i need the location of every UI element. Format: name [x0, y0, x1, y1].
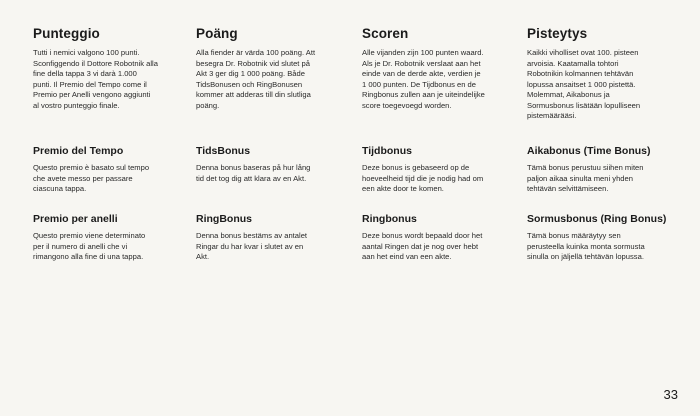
score-text: Kaikki viholliset ovat 100. pisteen arvoisia. Kaatamalla tohtori Robotnikin kolmannen tehtävän lopussa ansaitset 1 000 pistettä. Molemmat, Aikabonus ja Sormusbonus lisätään lopulliseen pistemäärääsi. [527, 48, 641, 120]
section-title: Poäng [196, 26, 238, 41]
score-section [527, 26, 679, 122]
ring-bonus-section [362, 213, 512, 263]
ring-bonus-text: Tämä bonus määräytyy sen perusteella kuinka monta sormusta sinulla on jäljellä tehtävän lopussa. [527, 231, 645, 261]
section-title: Punteggio [33, 26, 100, 41]
time-bonus-text: Tämä bonus perustuu siihen miten paljon aikaa sinulta meni yhden tehtävän selvittämiseen. [527, 163, 644, 193]
section-title: Scoren [362, 26, 409, 41]
ring-bonus-section [196, 213, 346, 263]
time-bonus-section [196, 145, 346, 184]
time-bonus-text: Questo premio è basato sul tempo che avete messo per passare ciascuna tappa. [33, 163, 150, 193]
time-bonus-text: Deze bonus is gebaseerd op de hoeveelheid tijd die je nodig had om een akte door te komen. [362, 163, 484, 193]
ring-bonus-heading: Ringbonus [362, 213, 417, 225]
section-title: Pisteytys [527, 26, 588, 41]
score-text: Alle vijanden zijn 100 punten waard. Als je Dr. Robotnik verslaat aan het einde van de derde akte, verdien je 1 000 punten. De Tijdbonus en de Ringbonus zullen aan je uiteindelijke score toegevoegd worden. [362, 48, 485, 110]
time-bonus-section [33, 145, 183, 195]
time-bonus-heading: Premio del Tempo [33, 145, 124, 157]
ring-bonus-text: Deze bonus wordt bepaald door het aantal Ringen dat je nog over hebt aan het eind van een akte. [362, 231, 483, 261]
page-number: 33 [663, 387, 678, 402]
time-bonus-heading: Tijdbonus [362, 145, 412, 157]
time-bonus-heading: TidsBonus [196, 145, 251, 157]
ring-bonus-text: Denna bonus bestäms av antalet Ringar du har kvar i slutet av en Akt. [196, 231, 308, 261]
ring-bonus-section [33, 213, 183, 263]
score-section [33, 26, 183, 111]
ring-bonus-heading: Sormusbonus (Ring Bonus) [527, 213, 667, 225]
score-text: Tutti i nemici valgono 100 punti. Sconfiggendo il Dottore Robotnik alla fine della tappa 3 vi darà 1.000 punti. Il Premio del Tempo come il Premio per Anelli vengono aggiunti al vostro punteggio finale. [33, 48, 158, 110]
time-bonus-text: Denna bonus baseras på hur lång tid det tog dig att klara av en Akt. [196, 163, 311, 183]
ring-bonus-section [527, 213, 679, 263]
ring-bonus-heading: Premio per anelli [33, 213, 118, 225]
score-section [362, 26, 512, 111]
ring-bonus-heading: RingBonus [196, 213, 252, 225]
time-bonus-section [527, 145, 679, 195]
score-text: Alla fiender är värda 100 poäng. Att besegra Dr. Robotnik vid slutet på Akt 3 ger dig 1 000 poäng. Både TidsBonusen och RingBonusen kommer att adderas till din slutliga poäng. [196, 48, 316, 110]
score-section [196, 26, 346, 111]
ring-bonus-text: Questo premio viene determinato per il numero di anelli che vi rimangono alla fine di una tappa. [33, 231, 146, 261]
time-bonus-heading: Aikabonus (Time Bonus) [527, 145, 651, 157]
time-bonus-section [362, 145, 512, 195]
